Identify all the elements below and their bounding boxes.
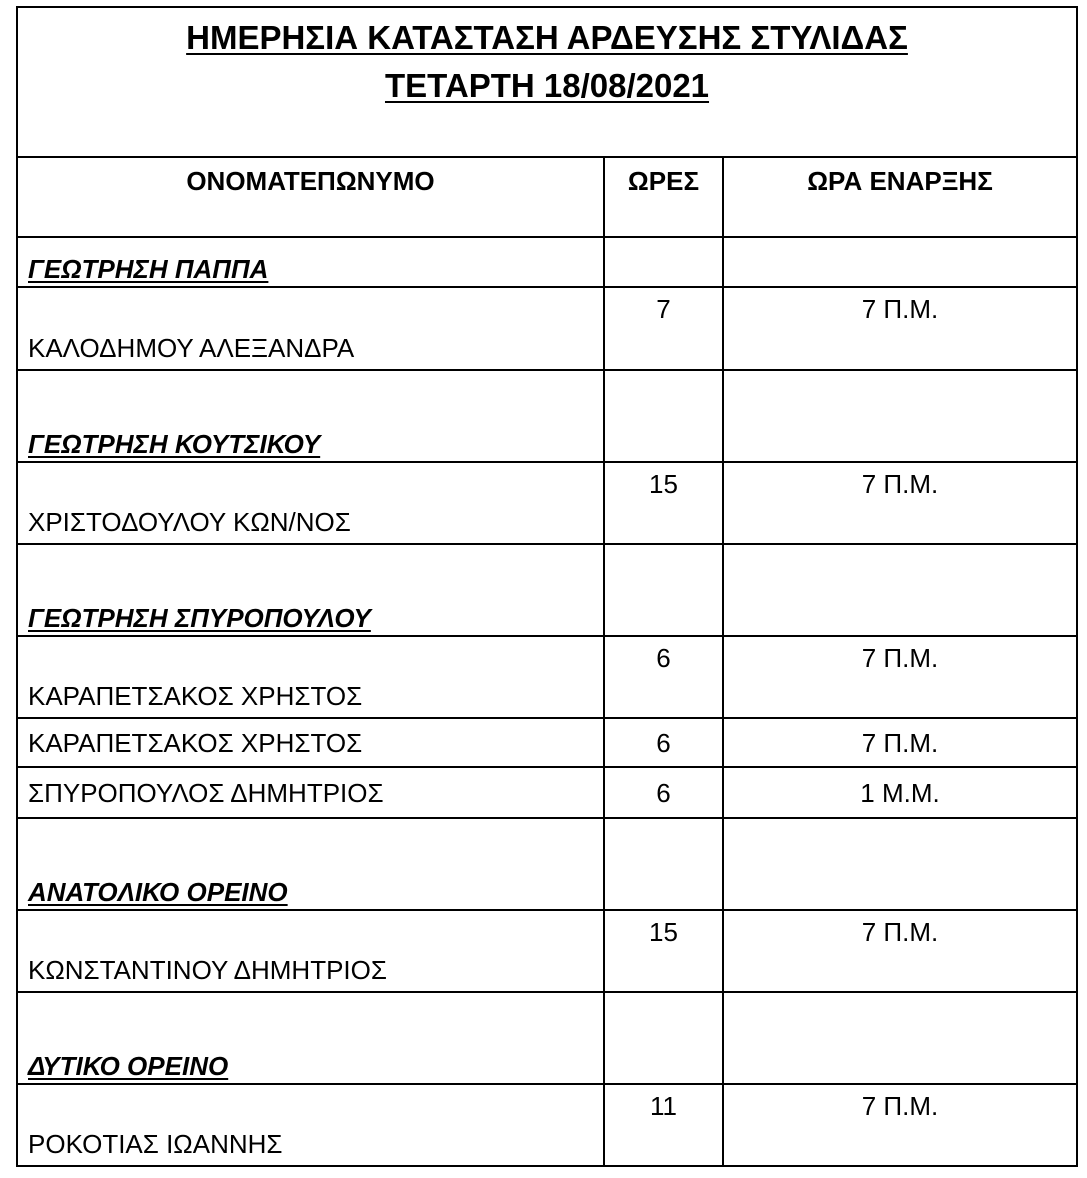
hours-value: 6 [604, 767, 723, 818]
empty-cell [723, 237, 1077, 287]
person-name: ΚΩΝΣΤΑΝΤΙΝΟΥ ΔΗΜΗΤΡΙΟΣ [17, 910, 604, 992]
section-row [17, 237, 1077, 287]
person-name: ΣΠΥΡΟΠΟΥΛΟΣ ΔΗΜΗΤΡΙΟΣ [17, 767, 604, 818]
document-title: ΗΜΕΡΗΣΙΑ ΚΑΤΑΣΤΑΣΗ ΑΡΔΕΥΣΗΣ ΣΤΥΛΙΔΑΣ [186, 19, 908, 56]
empty-cell [723, 544, 1077, 636]
section-row [17, 544, 1077, 636]
person-name: ΧΡΙΣΤΟΔΟΥΛΟΥ ΚΩΝ/ΝΟΣ [17, 462, 604, 544]
table-row [17, 718, 1077, 767]
empty-cell [604, 818, 723, 910]
empty-cell [723, 992, 1077, 1084]
table-row [17, 636, 1077, 718]
start-time-value: 7 Π.Μ. [723, 636, 1077, 718]
table-row [17, 462, 1077, 544]
hours-value: 11 [604, 1084, 723, 1166]
start-time-value: 7 Π.Μ. [723, 1084, 1077, 1166]
hours-value: 15 [604, 462, 723, 544]
start-time-value: 1 Μ.Μ. [723, 767, 1077, 818]
table-row [17, 1084, 1077, 1166]
table-row [17, 767, 1077, 818]
empty-cell [604, 370, 723, 462]
person-name: ΚΑΛΟΔΗΜΟΥ ΑΛΕΞΑΝΔΡΑ [17, 287, 604, 370]
section-title: ΑΝΑΤΟΛΙΚΟ ΟΡΕΙΝΟ [17, 818, 604, 910]
irrigation-table [16, 6, 1078, 1167]
document-date: ΤΕΤΑΡΤΗ 18/08/2021 [384, 67, 710, 104]
start-time-value: 7 Π.Μ. [723, 718, 1077, 767]
start-time-value: 7 Π.Μ. [723, 462, 1077, 544]
empty-cell [604, 237, 723, 287]
empty-cell [723, 370, 1077, 462]
section-title: ΓΕΩΤΡΗΣΗ ΠΑΠΠΑ [17, 237, 604, 287]
person-name: ΚΑΡΑΠΕΤΣΑΚΟΣ ΧΡΗΣΤΟΣ [17, 718, 604, 767]
hours-value: 7 [604, 287, 723, 370]
header-name: ΟΝΟΜΑΤΕΠΩΝΥΜΟ [17, 157, 604, 237]
title-row [17, 7, 1077, 157]
header-row [17, 157, 1077, 237]
empty-cell [604, 544, 723, 636]
header-hours: ΩΡΕΣ [604, 157, 723, 237]
hours-value: 6 [604, 636, 723, 718]
start-time-value: 7 Π.Μ. [723, 287, 1077, 370]
section-title: ΔΥΤΙΚΟ ΟΡΕΙΝΟ [17, 992, 604, 1084]
person-name: ΚΑΡΑΠΕΤΣΑΚΟΣ ΧΡΗΣΤΟΣ [17, 636, 604, 718]
section-row [17, 370, 1077, 462]
hours-value: 6 [604, 718, 723, 767]
section-title: ΓΕΩΤΡΗΣΗ ΣΠΥΡΟΠΟΥΛΟΥ [17, 544, 604, 636]
section-row [17, 818, 1077, 910]
table-row [17, 287, 1077, 370]
section-row [17, 992, 1077, 1084]
empty-cell [723, 818, 1077, 910]
title-cell [17, 7, 1077, 157]
person-name: ΡΟΚΟΤΙΑΣ ΙΩΑΝΝΗΣ [17, 1084, 604, 1166]
start-time-value: 7 Π.Μ. [723, 910, 1077, 992]
header-start-time: ΩΡΑ ΕΝΑΡΞΗΣ [723, 157, 1077, 237]
empty-cell [604, 992, 723, 1084]
table-row [17, 910, 1077, 992]
hours-value: 15 [604, 910, 723, 992]
section-title: ΓΕΩΤΡΗΣΗ ΚΟΥΤΣΙΚΟΥ [17, 370, 604, 462]
